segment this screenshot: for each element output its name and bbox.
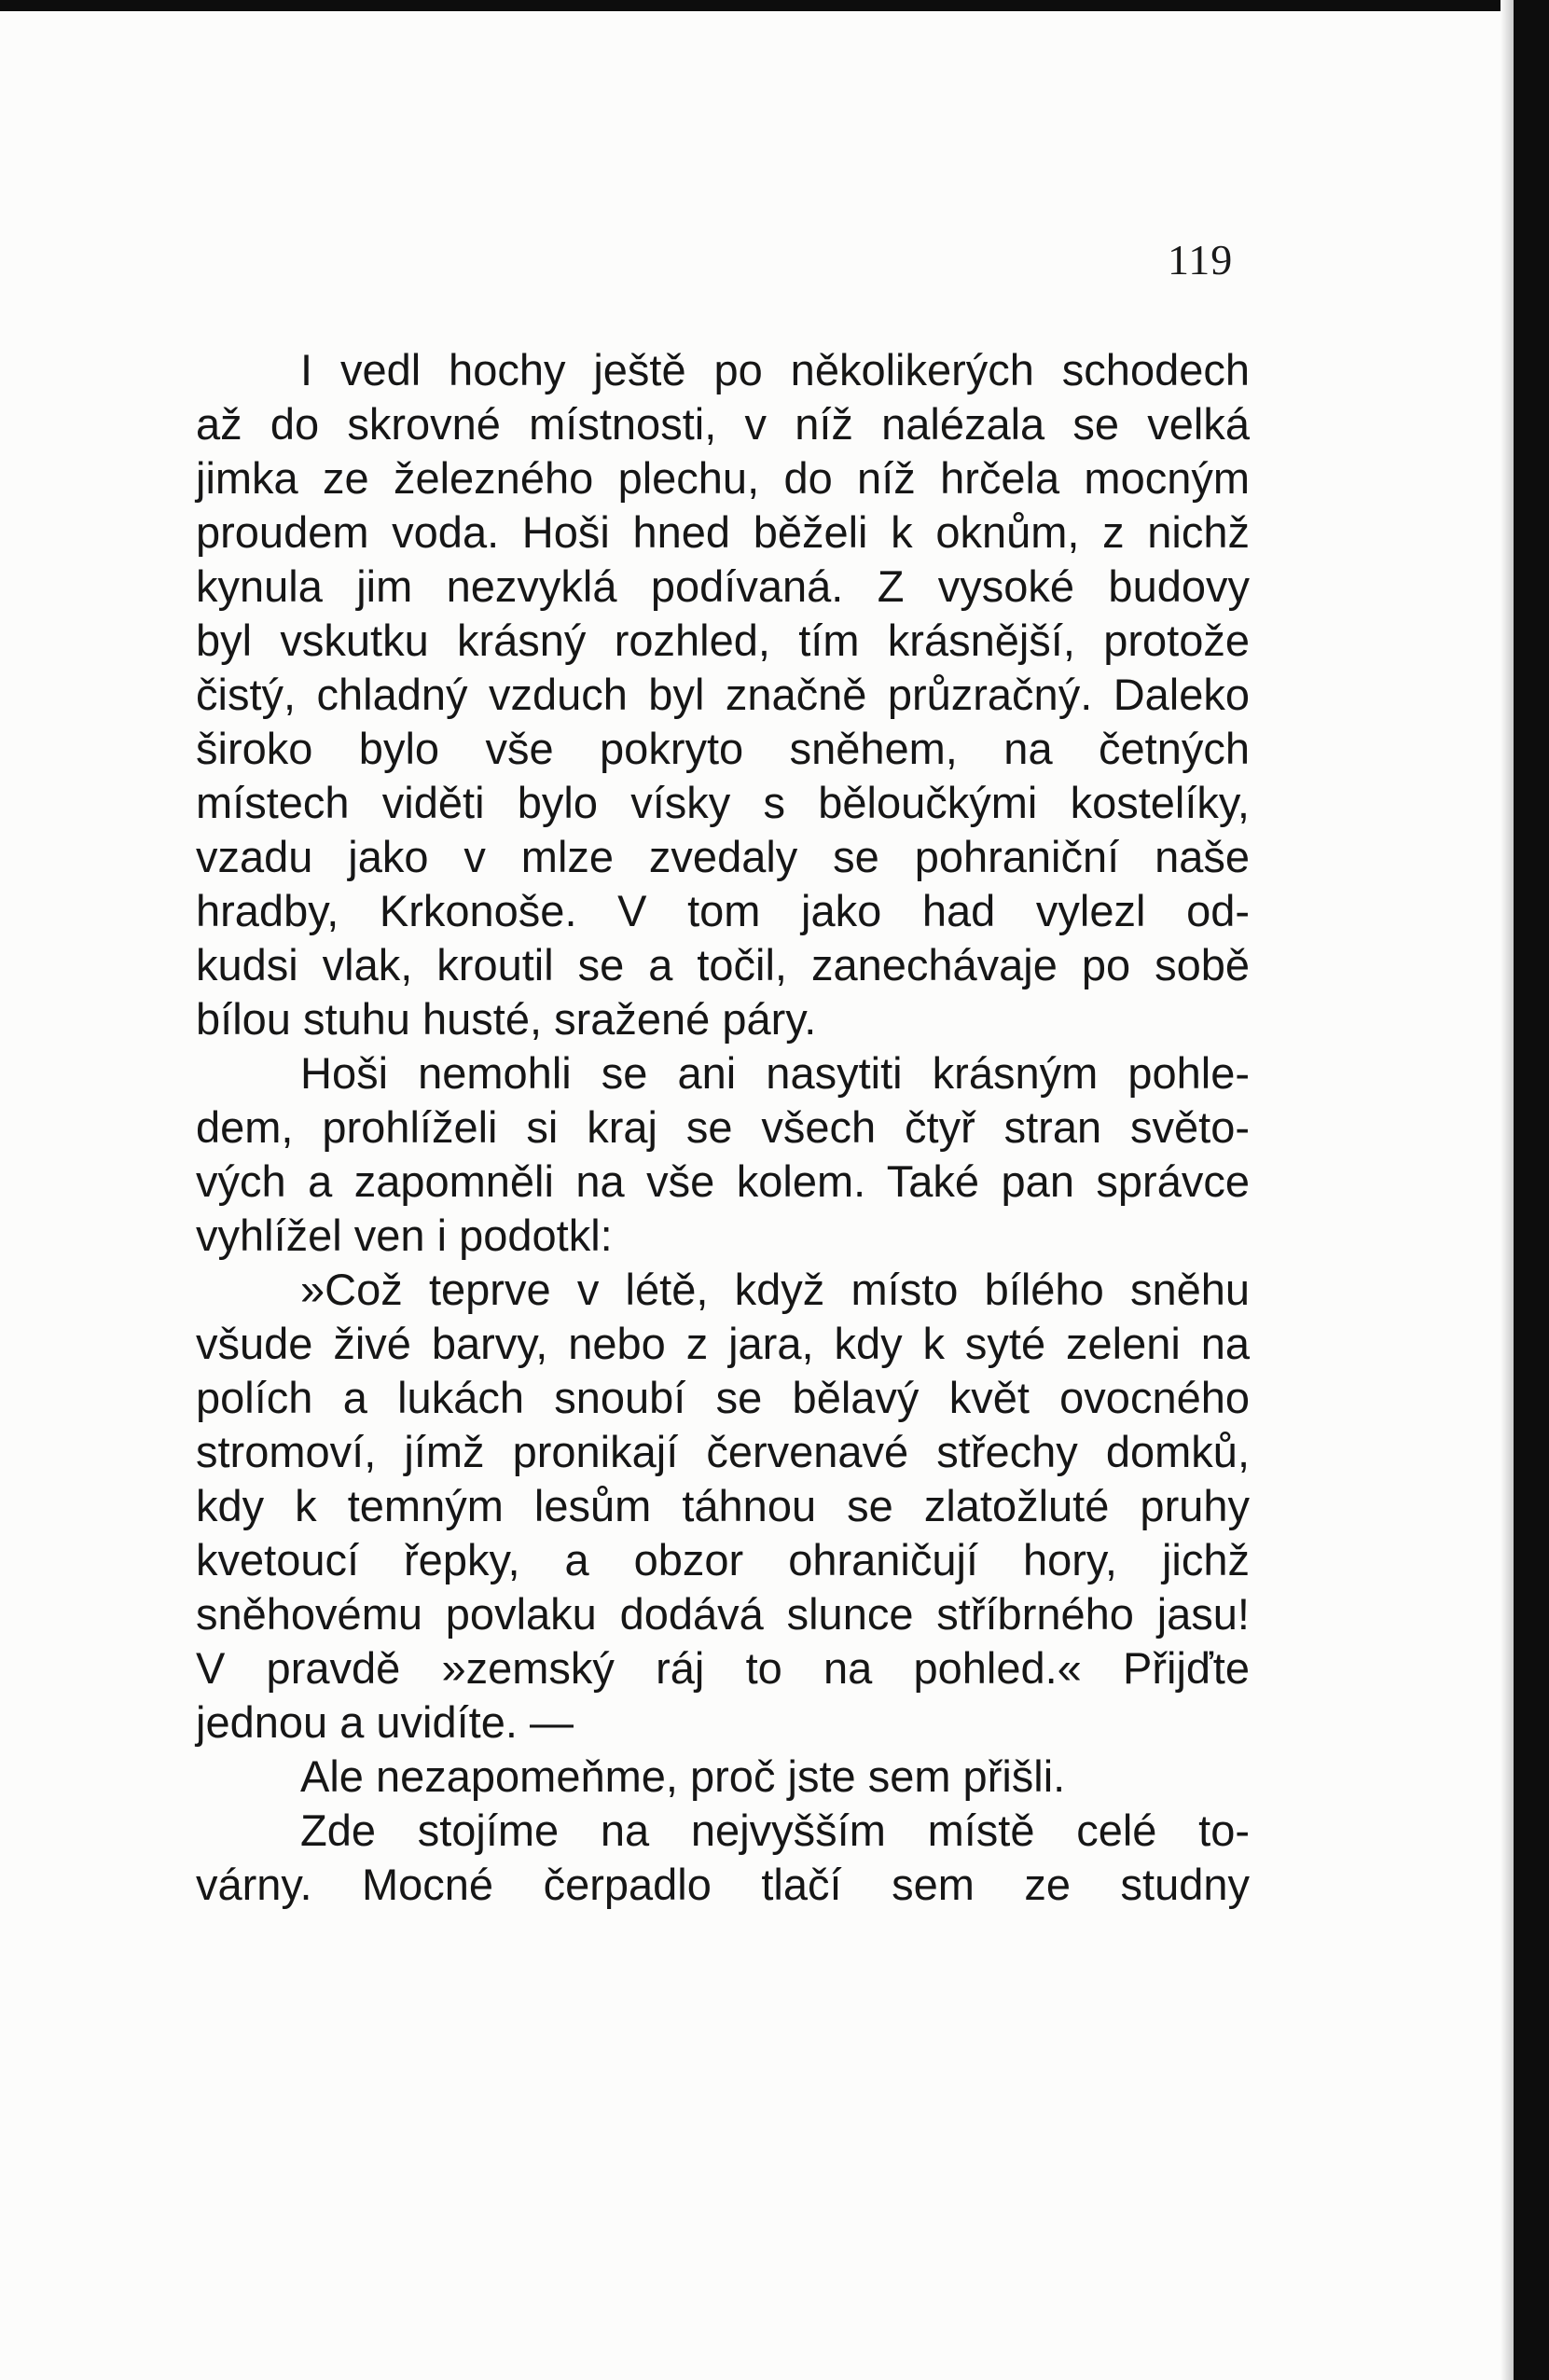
scan-border-right bbox=[1514, 0, 1549, 2380]
text-line: »Což teprve v létě, když místo bílého sněhu bbox=[300, 1265, 1250, 1314]
text-line: Zde stojíme na nejvyšším místě celé to- bbox=[300, 1806, 1250, 1855]
text-line: I vedl hochy ještě po několikerých schodech bbox=[300, 345, 1250, 394]
text-line: polích a lukách snoubí se bělavý květ ovocného bbox=[196, 1373, 1250, 1422]
text-line: kudsi vlak, kroutil se a točil, zanechávaje po sobě bbox=[196, 940, 1250, 989]
text-line: až do skrovné místnosti, v níž nalézala se velká bbox=[196, 399, 1250, 449]
page-number: 119 bbox=[1168, 236, 1234, 284]
text-line: kvetoucí řepky, a obzor ohraničují hory, jichž bbox=[196, 1535, 1250, 1584]
text-line: Ale nezapomeňme, proč jste sem přišli. bbox=[300, 1751, 1066, 1801]
text-line: sněhovému povlaku dodává slunce stříbrného jasu! bbox=[196, 1589, 1250, 1639]
text-line: bílou stuhu husté, sražené páry. bbox=[196, 994, 817, 1044]
paragraph bbox=[196, 1804, 1250, 1912]
paragraph bbox=[196, 1046, 1250, 1263]
text-line: vyhlížel ven i podotkl: bbox=[196, 1211, 613, 1260]
text-line: všude živé barvy, nebo z jara, kdy k syté zeleni na bbox=[196, 1319, 1250, 1368]
text-line: hradby, Krkonoše. V tom jako had vylezl od- bbox=[196, 886, 1250, 935]
body-text bbox=[196, 343, 1250, 1912]
page-edge-shadow bbox=[1501, 0, 1514, 2380]
scan-border-top bbox=[0, 0, 1549, 11]
text-line: proudem voda. Hoši hned běželi k oknům, z nichž bbox=[196, 507, 1250, 557]
text-line: byl vskutku krásný rozhled, tím krásnější, protože bbox=[196, 616, 1250, 665]
text-line: čistý, chladný vzduch byl značně průzračný. Daleko bbox=[196, 670, 1250, 719]
paragraph bbox=[196, 343, 1250, 1046]
paragraph bbox=[196, 1263, 1250, 1750]
text-line: kdy k temným lesům táhnou se zlatožluté pruhy bbox=[196, 1481, 1250, 1530]
text-line: kynula jim nezvyklá podívaná. Z vysoké budovy bbox=[196, 561, 1250, 611]
text-line: stromoví, jímž pronikají červenavé střechy domků, bbox=[196, 1427, 1250, 1476]
text-line: dem, prohlíželi si kraj se všech čtyř stran světo- bbox=[196, 1102, 1250, 1152]
text-line: jimka ze železného plechu, do níž hrčela mocným bbox=[196, 453, 1250, 503]
text-line: várny. Mocné čerpadlo tlačí sem ze studny bbox=[196, 1860, 1250, 1909]
text-line: místech viděti bylo vísky s běloučkými kostelíky, bbox=[196, 778, 1250, 827]
text-line: jednou a uvidíte. — bbox=[196, 1697, 574, 1747]
paragraph bbox=[196, 1750, 1250, 1804]
text-line: široko bylo vše pokryto sněhem, na četných bbox=[196, 724, 1250, 773]
text-line: vých a zapomněli na vše kolem. Také pan správce bbox=[196, 1156, 1250, 1206]
text-line: V pravdě »zemský ráj to na pohled.« Přijďte bbox=[196, 1643, 1250, 1693]
text-line: Hoši nemohli se ani nasytiti krásným pohle- bbox=[300, 1048, 1250, 1098]
text-line: vzadu jako v mlze zvedaly se pohraniční naše bbox=[196, 832, 1250, 881]
